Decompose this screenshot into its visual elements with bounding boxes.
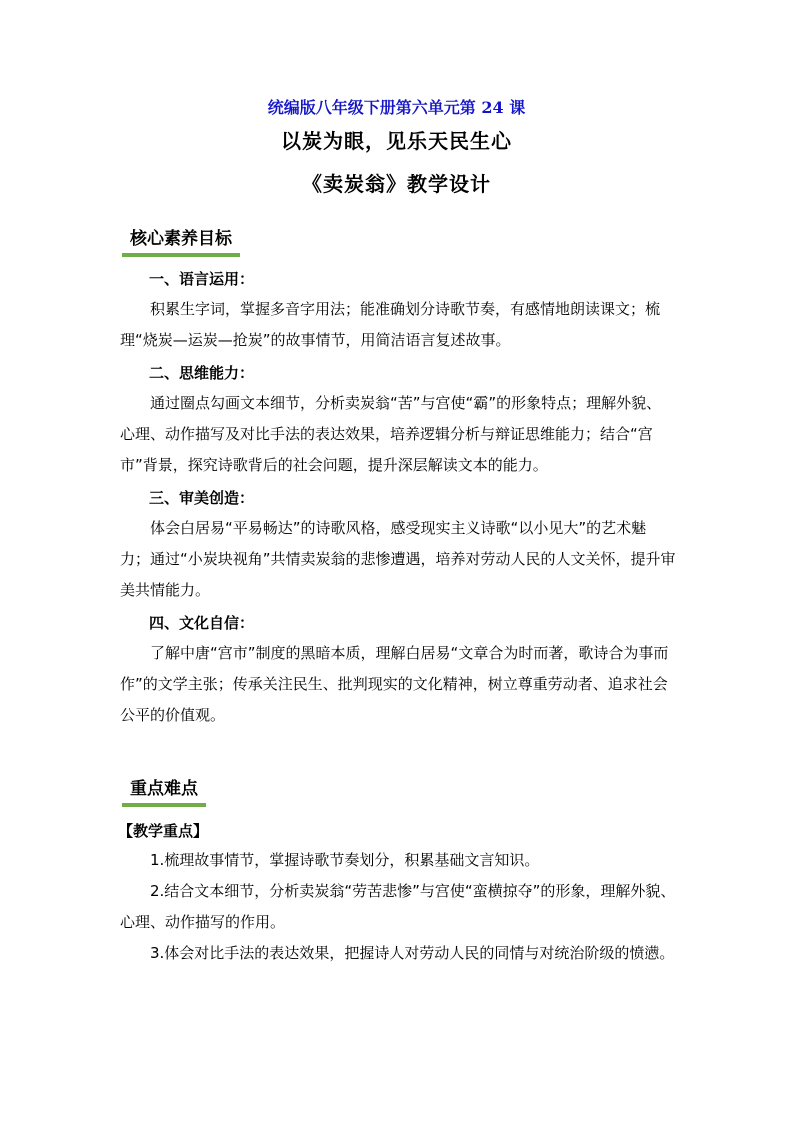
- goal-title-language: 一、语言运用：: [149, 270, 255, 288]
- section-heading-key-points-label: 重点难点: [130, 779, 198, 799]
- key-points-label: 【教学重点】: [118, 822, 209, 840]
- key-point-1: 1.梳理故事情节，掌握诗歌节奏划分，积累基础文言知识。: [150, 851, 540, 869]
- heading-underline: [122, 803, 206, 807]
- goal-title-culture: 四、文化自信：: [149, 614, 255, 632]
- goal-title-aesthetic: 三、审美创造：: [149, 489, 255, 507]
- section-heading-key-points: [122, 774, 206, 803]
- goal-text-aesthetic: 体会白居易“平易畅达”的诗歌风格，感受现实主义诗歌“以小见大”的艺术魅力；通过“小炭块视角”共情卖炭翁的悲惨遭遇，培养对劳动人民的人文关怀，提升审美共情能力。: [120, 519, 676, 599]
- heading-underline: [122, 253, 240, 257]
- goal-text-culture: 了解中唐“宫市”制度的黑暗本质，理解白居易“文章合为时而著，歌诗合为事而作”的文学主张；传承关注民生、批判现实的文化精神，树立尊重劳动者、追求社会公平的价值观。: [120, 644, 669, 724]
- goal-text-thinking: 通过圈点勾画文本细节，分析卖炭翁“苦”与宫使“霸”的形象特点；理解外貌、心理、动作描写及对比手法的表达效果，培养逻辑分析与辩证思维能力；结合“宫市”背景，探究诗歌背后的社会问题，提升深层解读文本的能力。: [120, 394, 662, 474]
- section-heading-goals: [122, 224, 240, 253]
- key-point-2: 2.结合文本细节，分析卖炭翁“劳苦悲惨”与宫使“蛮横掠夺”的形象，理解外貌、心理、动作描写的作用。: [120, 882, 676, 931]
- key-point-3: 3.体会对比手法的表达效果，把握诗人对劳动人民的同情与对统治阶级的愤懑。: [150, 944, 675, 962]
- page-title: 以炭为眼，见乐天民生心: [281, 129, 512, 153]
- course-tag: 统编版八年级下册第六单元第 24 课: [267, 98, 526, 117]
- goal-text-language: 积累生字词，掌握多音字用法；能准确划分诗歌节奏，有感情地朗读课文；梳理“烧炭—运炭—抢炭”的故事情节，用简洁语言复述故事。: [120, 300, 661, 349]
- section-heading-goals-label: 核心素养目标: [130, 229, 232, 249]
- page-subtitle: 《卖炭翁》教学设计: [302, 172, 491, 196]
- goal-title-thinking: 二、思维能力：: [149, 364, 255, 382]
